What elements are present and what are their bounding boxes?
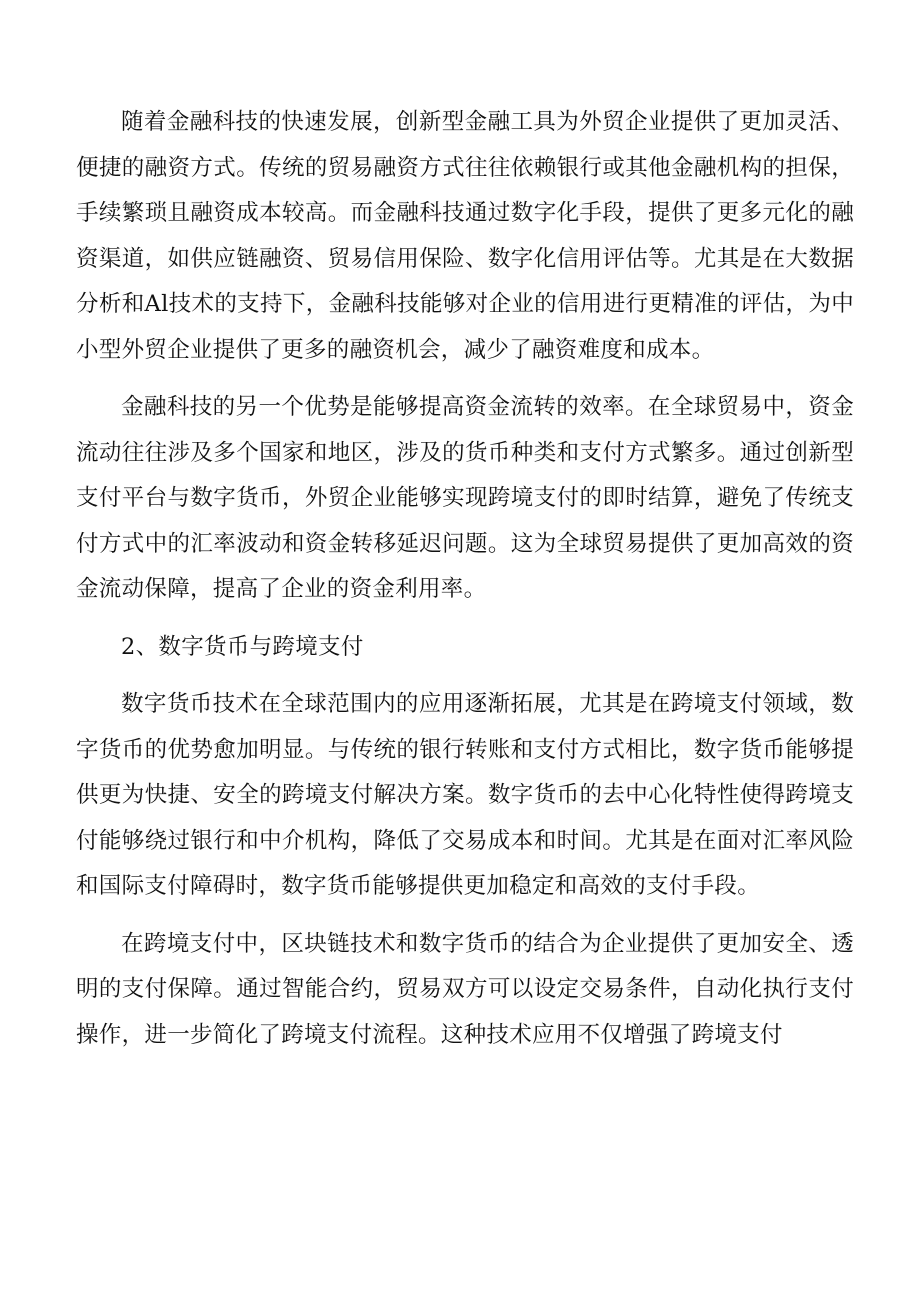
section-heading: 2、数字货币与跨境支付 [121, 633, 364, 660]
paragraph-fintech-financing: 随着金融科技的快速发展，创新型金融工具为外贸企业提供了更加灵活、便捷的融资方式。传统的贸易融资方式往往依赖银行或其他金融机构的担保，手续繁琐且融资成本较高。而金融科技通过数字化手段，提供了更多元化的融资渠道，如供应链融资、贸易信用保险、数字化信用评估等。尤其是在大数据分析和Al技术的支持下，金融科技能够对企业的信用进行更精准的评估，为中小型外贸企业提供了更多的融资机会，减少了融资难度和成本。 [76, 109, 854, 363]
paragraph-digital-currency: 数字货币技术在全球范围内的应用逐渐拓展，尤其是在跨境支付领域，数字货币的优势愈加明显。与传统的银行转账和支付方式相比，数字货币能够提供更为快捷、安全的跨境支付解决方案。数字货币的去中心化特性使得跨境支付能够绕过银行和中介机构，降低了交易成本和时间。尤其是在面对汇率风险和国际支付障碍时，数字货币能够提供更加稳定和高效的支付手段。 [76, 691, 854, 899]
paragraph-blockchain-payment: 在跨境支付中，区块链技术和数字货币的结合为企业提供了更加安全、透明的支付保障。通过智能合约，贸易双方可以设定交易条件，自动化执行支付操作，进一步简化了跨境支付流程。这种技术应用不仅增强了跨境支付 [76, 930, 854, 1048]
document-page [76, 100, 854, 1070]
paragraph-fintech-efficiency: 金融科技的另一个优势是能够提高资金流转的效率。在全球贸易中，资金流动往往涉及多个国家和地区，涉及的货币种类和支付方式繁多。通过创新型支付平台与数字货币，外贸企业能够实现跨境支付的即时结算，避免了传统支付方式中的汇率波动和资金转移延迟问题。这为全球贸易提供了更加高效的资金流动保障，提高了企业的资金利用率。 [76, 394, 854, 602]
